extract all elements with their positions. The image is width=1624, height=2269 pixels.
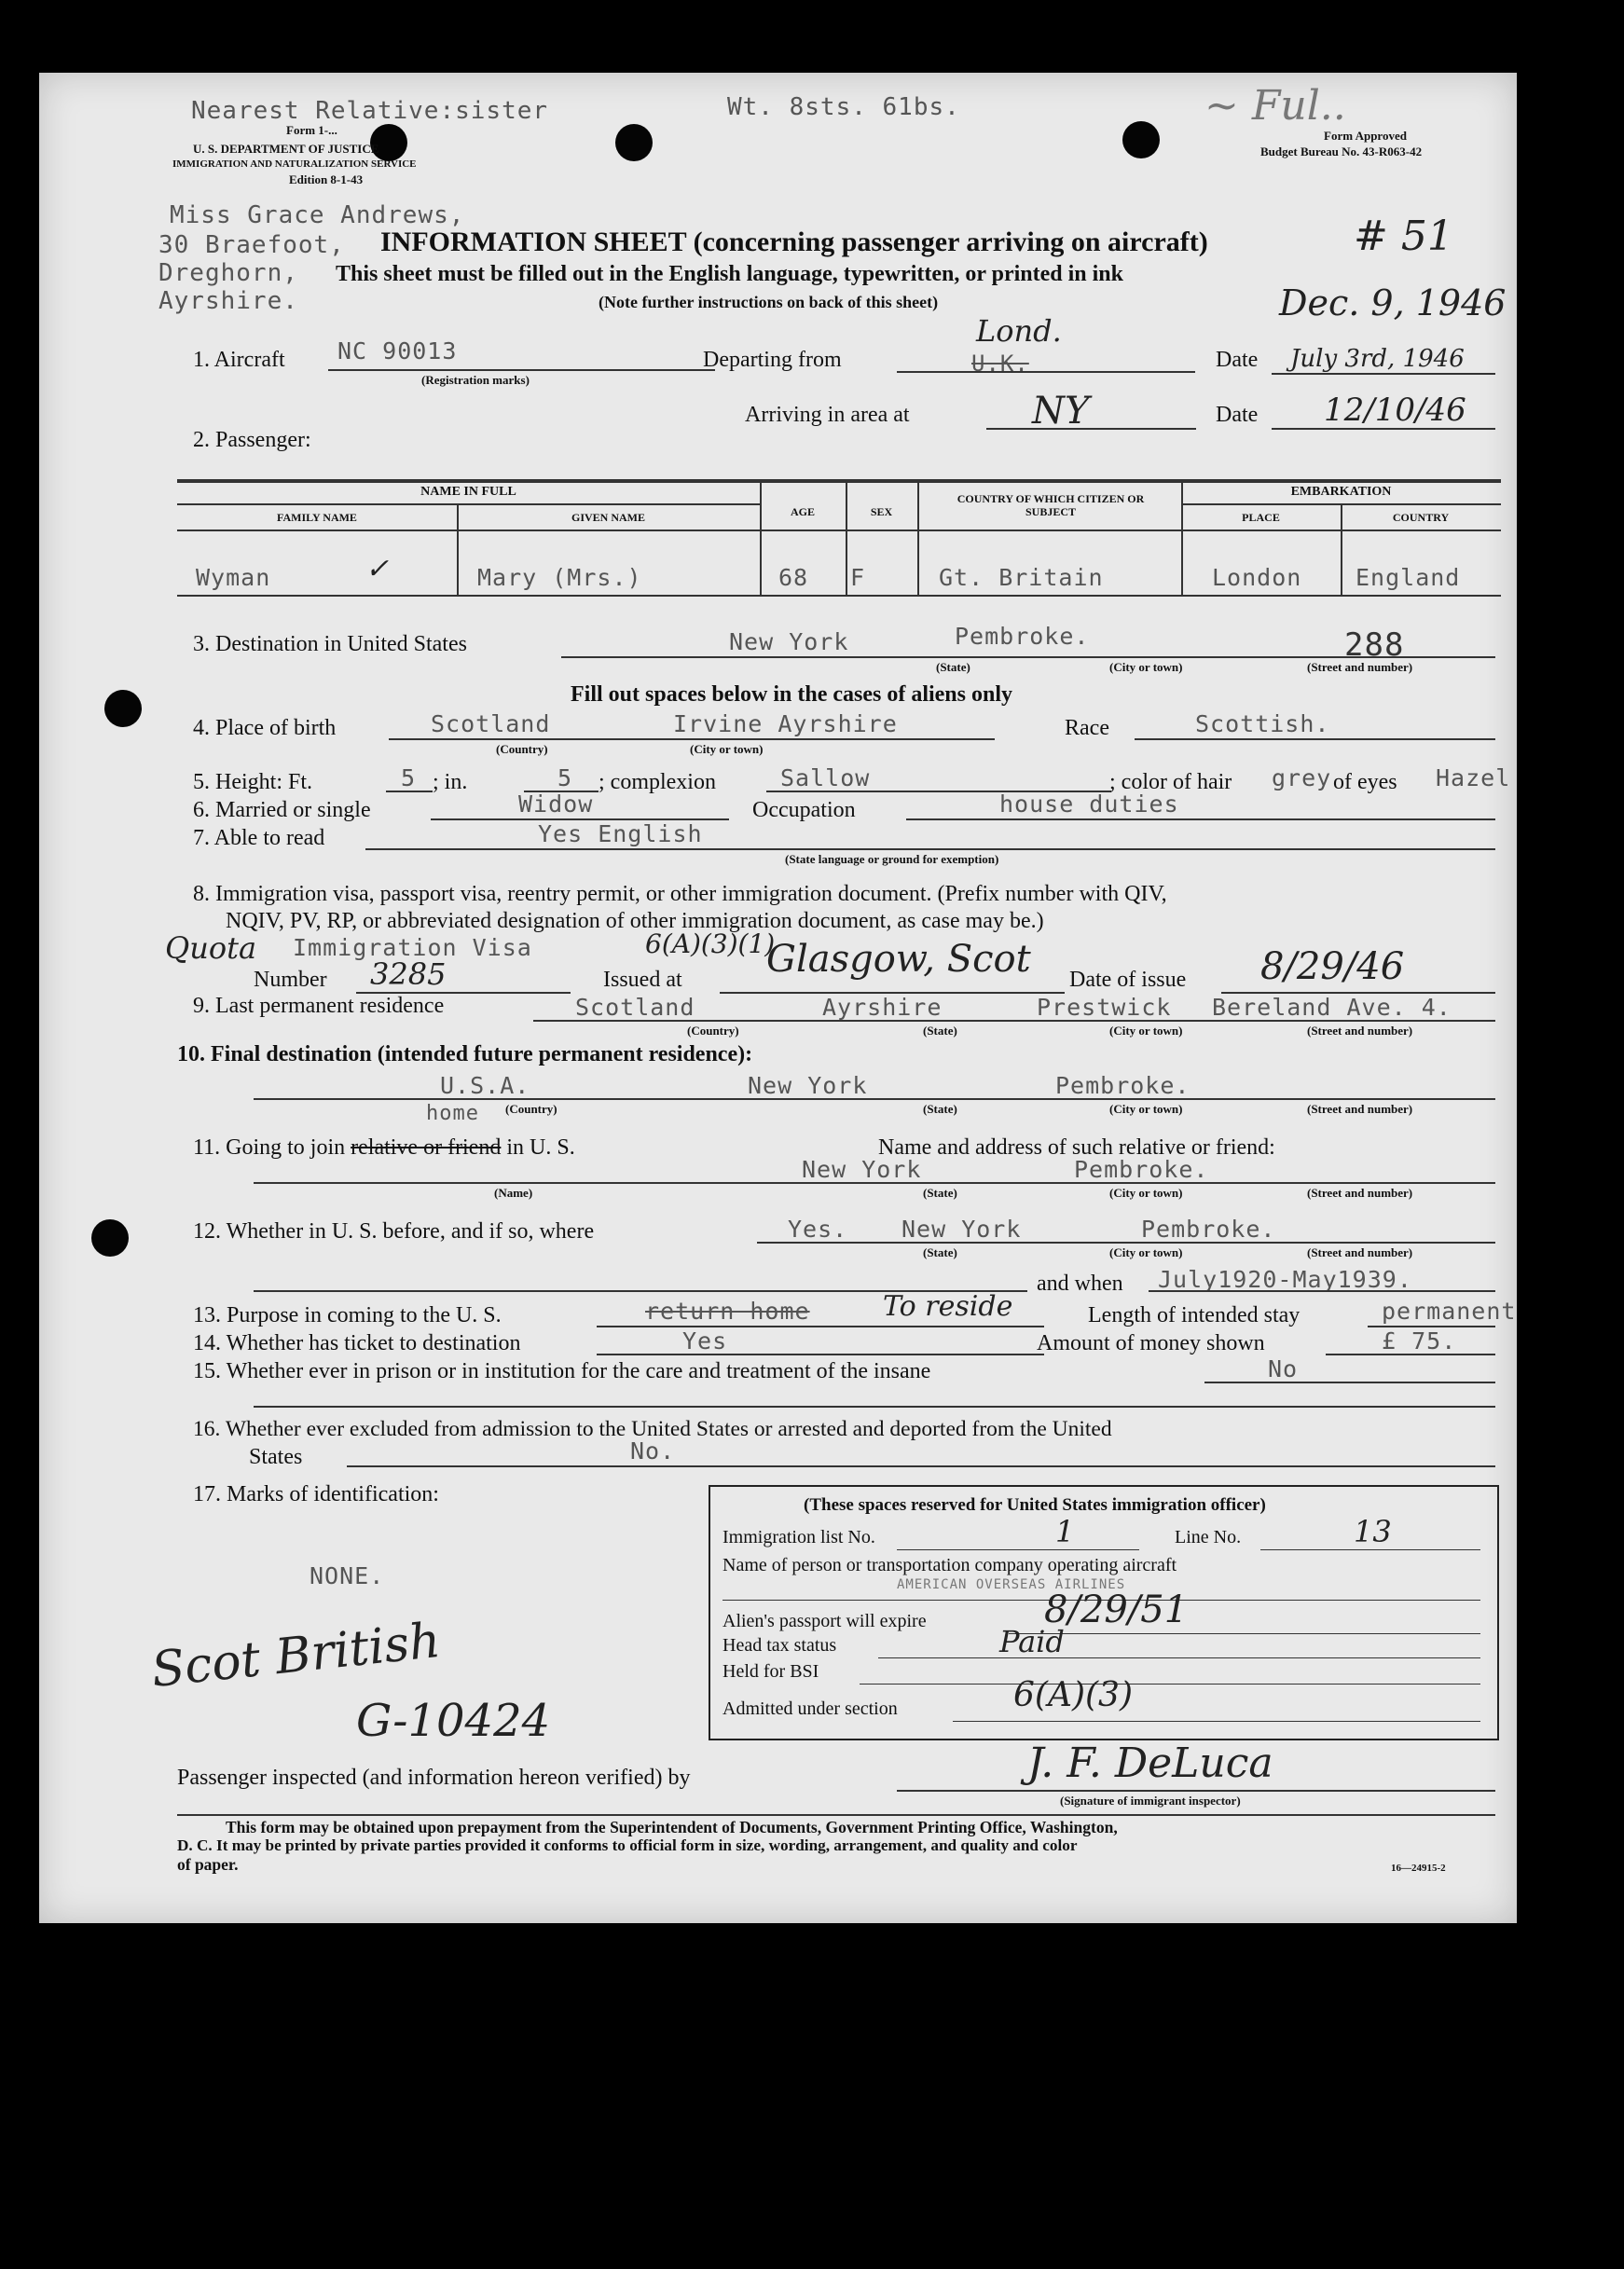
last-residence-street: Bereland Ave. 4. [1212, 994, 1452, 1021]
visa-label-line1: 8. Immigration visa, passport visa, reentry permit, or other immigration document. (Prefix number with QIV, [193, 882, 1167, 906]
caption-city: (City or town) [1109, 1245, 1183, 1259]
caption-city: (City or town) [690, 742, 764, 756]
relative-address-line: Dreghorn, [158, 259, 298, 287]
caption-city: (City or town) [1109, 1102, 1183, 1116]
age: 68 [778, 564, 809, 591]
caption-city: (City or town) [1109, 1024, 1183, 1038]
headtax-label: Head tax status [723, 1635, 837, 1656]
birth-city: Irvine Ayrshire [673, 710, 898, 737]
header-sex: SEX [870, 505, 893, 518]
issued-at: Glasgow, Scot [766, 938, 1031, 981]
relative-address-line: 30 Braefoot, [158, 231, 345, 259]
birth-country: Scotland [431, 710, 551, 737]
hair-label: ; color of hair [1109, 770, 1232, 794]
header-scribble: ~ Ful.. [1204, 82, 1346, 130]
join-label-struck: relative or friend [351, 1135, 502, 1160]
join-state: New York [802, 1156, 922, 1183]
prison-value: No [1268, 1355, 1299, 1382]
destination-street: 288 [1344, 626, 1405, 664]
height-label: 5. Height: Ft. [193, 770, 313, 794]
excluded-label-line1: 16. Whether ever excluded from admission to the United States or arrested and deported from the United [193, 1417, 1112, 1441]
arrival-date: 12/10/46 [1324, 392, 1466, 429]
family-name: Wyman [196, 564, 271, 591]
sex: F [850, 564, 866, 591]
punch-hole [91, 1219, 129, 1257]
destination-state: New York [729, 628, 849, 655]
edition: Edition 8-1-43 [289, 172, 364, 186]
previous-us-city: Pembroke. [1141, 1216, 1276, 1243]
money-value: £ 75. [1382, 1327, 1457, 1355]
aircraft-label: 1. Aircraft [193, 348, 285, 372]
excluded-value: No. [630, 1437, 676, 1465]
form-approved: Form Approved [1324, 129, 1407, 143]
header-embarkation: EMBARKATION [1290, 485, 1392, 499]
marital-value: Widow [518, 791, 594, 818]
inches-label: ; in. [433, 770, 468, 794]
form-number: Form 1-... [286, 123, 337, 137]
stay-value: permanent [1382, 1298, 1517, 1325]
stay-label: Length of intended stay [1088, 1303, 1301, 1327]
final-destination-city: Pembroke. [1055, 1072, 1190, 1099]
passport-label: Alien's passport will expire [723, 1611, 927, 1631]
eyes-label: of eyes [1333, 770, 1397, 794]
final-destination-country: U.S.A. [440, 1072, 530, 1099]
header-emb-country: COUNTRY [1392, 511, 1450, 524]
complexion-label: ; complexion [599, 770, 716, 794]
caption-street: (Street and number) [1307, 1024, 1413, 1038]
eyes: Hazel [1436, 764, 1511, 791]
caption-name: (Name) [494, 1186, 533, 1200]
last-residence-country: Scotland [575, 994, 695, 1021]
inspected-label: Passenger inspected (and information hereon verified) by [177, 1766, 691, 1790]
issued-label: Issued at [603, 968, 682, 992]
citizenship: Gt. Britain [939, 564, 1104, 591]
departing-typed: U.K. [971, 351, 1029, 377]
visa-section: 6(A)(3)(1) [645, 928, 776, 959]
header-country-citizen: COUNTRY OF WHICH CITIZEN OR SUBJECT [957, 492, 1145, 518]
purpose-handwritten: To reside [883, 1290, 1013, 1323]
height-in: 5 [557, 764, 573, 791]
nearest-relative: Nearest Relative:sister [191, 97, 549, 125]
issue-date-label: Date of issue [1069, 968, 1187, 992]
header-given-name: GIVEN NAME [571, 511, 645, 524]
ticket-label: 14. Whether has ticket to destination [193, 1331, 521, 1355]
last-residence-city: Prestwick [1037, 994, 1172, 1021]
sheet-number: # 51 [1354, 213, 1453, 260]
join-address-label: Name and address of such relative or friend: [878, 1135, 1275, 1160]
budget-bureau: Budget Bureau No. 43-R063-42 [1260, 144, 1423, 158]
handwritten-nationality: Scot British [148, 1612, 444, 1699]
occupation: house duties [999, 791, 1179, 818]
departing-label: Departing from [703, 348, 842, 372]
caption-state: (State) [923, 1102, 957, 1116]
join-label [193, 1135, 575, 1161]
arriving-label: Arriving in area at [745, 403, 910, 427]
destination-city: Pembroke. [955, 623, 1090, 650]
page-subtitle: This sheet must be filled out in the English language, typewritten, or printed in ink [336, 262, 1123, 286]
excluded-label-line2: States [249, 1445, 303, 1469]
passenger-label: 2. Passenger: [193, 428, 311, 452]
aliens-note: Fill out spaces below in the cases of aliens only [571, 682, 1013, 707]
caption-street: (Street and number) [1307, 1245, 1413, 1259]
caption-state: (State) [923, 1245, 957, 1259]
weight: Wt. 8sts. 61bs. [727, 93, 960, 121]
marks-label: 17. Marks of identification: [193, 1482, 439, 1506]
marital-label: 6. Married or single [193, 798, 371, 822]
join-city: Pembroke. [1074, 1156, 1209, 1183]
join-label-pre: 11. Going to join [193, 1135, 346, 1160]
caption-state: (State) [936, 660, 970, 674]
caption-city: (City or town) [1109, 660, 1183, 674]
punch-hole [1122, 121, 1160, 158]
embark-place: London [1212, 564, 1302, 591]
previous-us-label: 12. Whether in U. S. before, and if so, where [193, 1219, 595, 1244]
punch-hole [104, 690, 142, 727]
money-label: Amount of money shown [1037, 1331, 1265, 1355]
caption-street: (Street and number) [1307, 1102, 1413, 1116]
destination-label: 3. Destination in United States [193, 632, 467, 656]
relative-address-line: Miss Grace Andrews, [170, 201, 465, 229]
punch-hole [615, 124, 653, 161]
operator-value: AMERICAN OVERSEAS AIRLINES [897, 1577, 1126, 1592]
admitted-value: 6(A)(3) [1013, 1676, 1133, 1714]
page-title: INFORMATION SHEET (concerning passenger arriving on aircraft) [380, 227, 1208, 257]
given-name: Mary (Mrs.) [477, 564, 642, 591]
birth-label: 4. Place of birth [193, 716, 337, 740]
form-sheet [39, 73, 1517, 1923]
date-annotation: Dec. 9, 1946 [1279, 282, 1507, 323]
race: Scottish. [1195, 710, 1330, 737]
read-label: 7. Able to read [193, 826, 325, 850]
service: IMMIGRATION AND NATURALIZATION SERVICE [172, 158, 417, 170]
when-label: and when [1037, 1272, 1123, 1296]
race-label: Race [1065, 716, 1109, 740]
caption-state: (State) [923, 1186, 957, 1200]
caption-street: (Street and number) [1307, 1186, 1413, 1200]
ticket-value: Yes [682, 1327, 728, 1355]
instructions-note: (Note further instructions on back of this sheet) [599, 293, 939, 311]
header-name-in-full: NAME IN FULL [420, 485, 516, 499]
registration-caption: (Registration marks) [421, 373, 530, 387]
aircraft-registration: NC 90013 [337, 337, 458, 364]
prison-label: 15. Whether ever in prison or in institution for the care and treatment of the insane [193, 1359, 931, 1383]
marks-value: NONE. [310, 1562, 385, 1589]
list-value: 1 [1055, 1514, 1075, 1549]
caption-country: (Country) [687, 1024, 739, 1038]
issue-date: 8/29/46 [1260, 945, 1405, 988]
visa-number-label: Number [254, 968, 327, 992]
caption-country: (Country) [496, 742, 548, 756]
footer-code: 16—24915-2 [1391, 1863, 1446, 1874]
previous-us-state: New York [901, 1216, 1022, 1243]
previous-us-value: Yes. [788, 1216, 848, 1243]
read-caption: (State language or ground for exemption) [785, 852, 999, 866]
arrival-date-label: Date [1216, 403, 1259, 427]
occupation-label: Occupation [752, 798, 856, 822]
inspector-signature: J. F. DeLuca [1027, 1740, 1273, 1787]
line-label: Line No. [1175, 1527, 1242, 1547]
bsi-label: Held for BSI [723, 1661, 819, 1682]
headtax-value: Paid [999, 1624, 1065, 1659]
purpose-typed-struck: return home [645, 1298, 810, 1325]
caption-city: (City or town) [1109, 1186, 1183, 1200]
header-place: PLACE [1242, 511, 1280, 524]
height-ft: 5 [401, 764, 417, 791]
handwritten-cert: G-10424 [356, 1695, 551, 1747]
caption-country: (Country) [505, 1102, 557, 1116]
purpose-label: 13. Purpose in coming to the U. S. [193, 1303, 502, 1327]
footer-line2: D. C. It may be printed by private parties provided it conforms to official form in size, wording, arrangement, and quality and color [177, 1836, 1078, 1854]
final-destination-home: home [426, 1102, 479, 1125]
operator-label: Name of person or transportation company operating aircraft [723, 1555, 1177, 1575]
visa-number: 3285 [370, 956, 447, 992]
list-label: Immigration list No. [723, 1527, 875, 1547]
last-residence-label: 9. Last permanent residence [193, 994, 445, 1018]
departure-date-label: Date [1216, 348, 1259, 372]
department: U. S. DEPARTMENT OF JUSTICE [193, 142, 379, 156]
visa-label-line2: NQIV, PV, RP, or abbreviated designation of other immigration document, as case may be.) [226, 909, 1044, 933]
line-value: 13 [1354, 1514, 1392, 1549]
previous-us-when: July1920-May1939. [1158, 1266, 1412, 1293]
embark-country: England [1356, 564, 1461, 591]
arriving-value: NY [1032, 390, 1090, 433]
passport-value: 8/29/51 [1044, 1588, 1189, 1631]
final-destination-label: 10. Final destination (intended future permanent residence): [177, 1042, 753, 1066]
footer-line3: of paper. [177, 1855, 239, 1874]
visa-type-typed: Immigration Visa [293, 934, 532, 961]
officer-box-header: (These spaces reserved for United States immigration officer) [804, 1495, 1266, 1515]
hair: grey [1272, 764, 1332, 791]
last-residence-state: Ayrshire [822, 994, 943, 1021]
read-value: Yes English [538, 820, 703, 847]
join-label-post: in U. S. [506, 1135, 575, 1160]
caption-street: (Street and number) [1307, 660, 1413, 674]
signature-caption: (Signature of immigrant inspector) [1060, 1794, 1241, 1808]
relative-address-line: Ayrshire. [158, 287, 298, 315]
admitted-label: Admitted under section [723, 1698, 898, 1719]
check-mark: ✓ [365, 553, 390, 585]
header-family-name: FAMILY NAME [277, 511, 357, 524]
header-age: AGE [790, 505, 815, 518]
departure-date: July 3rd, 1946 [1290, 345, 1465, 373]
complexion: Sallow [780, 764, 871, 791]
footer-line1: This form may be obtained upon prepayment from the Superintendent of Documents, Government Printing Office, Washington, [226, 1818, 1118, 1836]
caption-state: (State) [923, 1024, 957, 1038]
final-destination-state: New York [748, 1072, 868, 1099]
departing-handwritten: Lond. [976, 313, 1062, 349]
visa-type-handwritten: Quota [165, 930, 257, 966]
